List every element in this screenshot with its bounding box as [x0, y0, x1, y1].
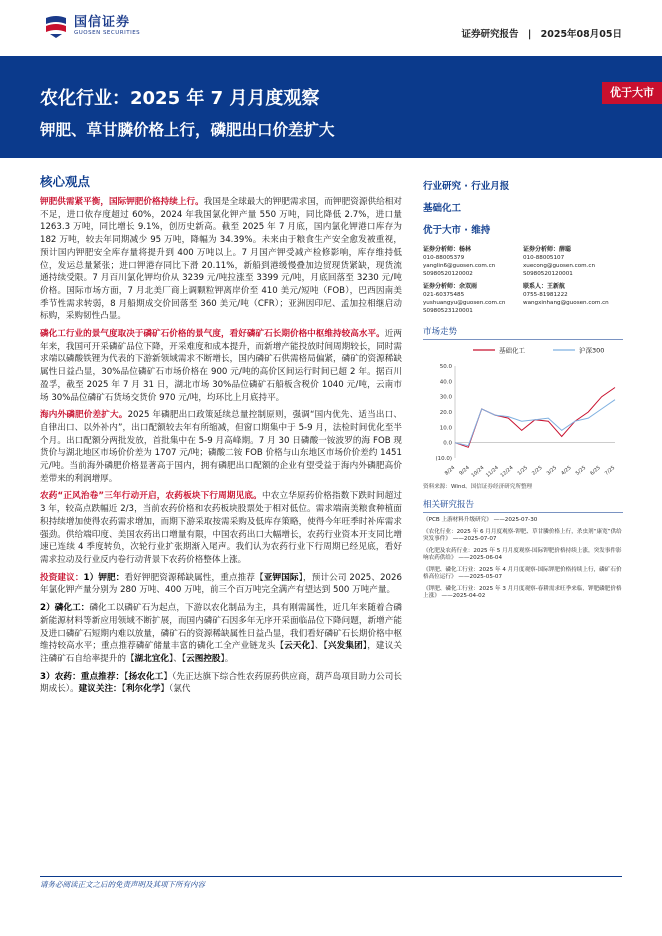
- paragraph-lead: 磷化工行业的景气度取决于磷矿石价格的景气度，看好磷矿石长期价格中枢维持较高水平。: [40, 329, 385, 340]
- report-type: 证券研究报告: [461, 29, 519, 40]
- analyst-email[interactable]: xuecong@guosen.com.cn: [523, 263, 596, 269]
- core-views-heading: 核心观点: [40, 174, 91, 189]
- sub-industry-label: 基础化工: [423, 203, 462, 214]
- industry-label: 行业研究 · 行业月报: [423, 181, 510, 192]
- legend-label: 基础化工: [499, 346, 525, 355]
- market-trend-chart: [423, 340, 623, 480]
- analyst-cert: S0980520120002: [423, 271, 473, 277]
- paragraph-body: 看好钾肥资源稀缺属性，重点推荐【: [124, 572, 264, 583]
- stock-name: 亚钾国际: [263, 572, 299, 583]
- stock-name: 云图控股: [186, 653, 221, 664]
- paragraph-investment-phosphate: [40, 602, 402, 666]
- paragraph-body: 】（氯代: [160, 684, 191, 695]
- x-tick-label: 1/25: [516, 464, 530, 477]
- report-meta: [461, 26, 622, 40]
- item-label: 3）农药：: [40, 671, 81, 682]
- related-report-link[interactable]: 《钾肥、磷化工行业：2025 年 3 月月度观察-春耕需求旺季来临，钾肥磷肥价格上涨》 ——2025-04-02: [423, 585, 622, 599]
- paragraph-body: 】，建议关注磷矿石自给率提升的【: [40, 641, 402, 664]
- related-report-link[interactable]: 《钾肥、磷化工行业：2025 年 4 月月度观察-国际钾肥价格持续上行，磷矿石价格高位运行》 ——2025-05-07: [423, 566, 622, 580]
- stock-name: 云天化: [284, 641, 311, 652]
- paragraph-body: 】（先正达旗下综合性农药原药供应商，葫芦岛项目助力公司长期成长）。: [40, 671, 402, 695]
- item-label: 建议关注：: [78, 684, 122, 695]
- stock-name: 兴发集团: [327, 641, 363, 652]
- meta-divider: |: [527, 29, 532, 40]
- paragraph-lead: 钾肥供需紧平衡，国际钾肥价格持续上行。: [40, 197, 204, 207]
- x-tick-label: 11/24: [485, 464, 500, 479]
- chart-legend: [473, 346, 604, 355]
- analyst-card: [523, 283, 623, 315]
- analyst-cert: S0980523120001: [423, 308, 473, 314]
- y-tick-label: 20.0: [439, 410, 452, 416]
- analyst-phone: 021-60375485: [423, 292, 465, 298]
- x-tick-label: 12/24: [499, 464, 515, 479]
- rating-label: 优于大市 · 维持: [423, 225, 491, 236]
- item-label: 2）磷化工：: [40, 603, 90, 614]
- stock-name: 扬农化工: [128, 671, 164, 682]
- analyst-email[interactable]: yushuangyu@guosen.com.cn: [423, 300, 506, 306]
- bracket: 【: [124, 671, 129, 682]
- y-tick-label: (10.0): [435, 456, 452, 462]
- x-tick-label: 10/24: [470, 464, 486, 479]
- main-content: [40, 172, 402, 701]
- related-report-link[interactable]: 《化肥及农药行业：2025 年 5 月月度观察-国际钾肥价格持续上涨，突发事件影响农药供给》 ——2025-06-04: [423, 547, 622, 561]
- analyst-phone: 0755-81981222: [523, 292, 568, 298]
- paragraph-body: 中农立华原药价格指数下跌时间超过 3 年，较高点跌幅近 2/3，当前农药价格和农药板块股票处于相对低位。需求端南美粮食种植面积持续增加使得农药需求增加，而期下游采取按需采购及低库存策略，使得今年旺季时补库需求强劲。供给端印度、美国农药出口增量有限，中国农药出口大幅增长，农药行业资本开支同比增速已连续 4 季度转负，次轮行业扩张期渐入尾声。我们认为农药行业下行周期已经见底，看好需求拉动及行业反内卷行动背景下农药价格整体上涨。: [40, 491, 402, 565]
- analyst-phone: 010-88005379: [423, 255, 465, 261]
- chart-source: 资料来源：Wind、国信证券经济研究所整理: [423, 484, 533, 490]
- item-label: 重点推荐：: [80, 671, 125, 682]
- y-tick-label: 10.0: [439, 425, 452, 432]
- paragraph-lead: 海内外磷肥价差扩大。: [40, 410, 128, 421]
- bracket: 】、【: [310, 641, 328, 652]
- chart-grid: [455, 366, 615, 458]
- logo-text-en: GUOSEN SECURITIES: [74, 29, 141, 36]
- analyst-card: [423, 246, 523, 278]
- analyst-name: 联系人：王新航: [523, 283, 566, 290]
- x-tick-label: 9/24: [458, 464, 471, 477]
- chart-svg: [423, 340, 623, 480]
- paragraph-lead: 农药“正风治卷”三年行动开启，农药板块下行周期见底。: [40, 491, 262, 502]
- x-tick-label: 7/25: [603, 464, 617, 477]
- report-date: 2025年08月05日: [540, 29, 622, 40]
- series-line: [455, 400, 615, 446]
- report-title: 农化行业：2025 年 7 月月度观察: [40, 88, 320, 109]
- paragraph-body: 磷化工以磷矿石为起点，下游以农化制品为主，具有刚需属性，近几年来随着合磷新能源材料等新应用领域不断扩展，而国内磷矿石因多年无序开采面临品位下降问题，新增产能及进口磷矿石短期内难以放量，磷矿石的资源稀缺属性日益凸显，我们看好磷矿石长期价格中枢维持较高水平；重点推荐磷矿储量丰富的磷化工全产业链龙头【: [40, 603, 402, 652]
- market-trend-heading: 市场走势: [423, 325, 623, 340]
- paragraph-investment-pesticide: [40, 671, 402, 696]
- chart-lines: [455, 387, 615, 447]
- paragraph-body: 2025 年磷肥出口政策延续总量控制原则，强调“国内优先、适当出口、自律出口、以外补内”，出口配额较去年有所缩减，但窗口期集中于 5-9 月，法检时间优化至半个月。出口配额分两批发放，首批集中在 5-9 月高峰期。7 月 30 日磷酸一铵波罗的海 FOB 现货价与湖北地区市场价价差为 1707 元/吨；磷酸二铵 FOB 价格与山东地区市场价价差约 1451 元/吨。当前海外磷肥价格显著高于国内，拥有磷肥出口配额的企业有望受益于海内外磷肥高价差带来的利润增厚。: [40, 410, 402, 484]
- y-tick-label: 0.0: [443, 440, 452, 447]
- report-subtitle: 钾肥、草甘膦价格上行，磷肥出口价差扩大: [40, 121, 335, 139]
- guosen-logo-icon: [44, 14, 68, 38]
- page-footer: [40, 876, 622, 890]
- analyst-card: [523, 246, 623, 278]
- y-axis-ticks: [435, 364, 452, 462]
- analyst-list: [423, 246, 623, 315]
- logo-text: 国信证券: [74, 14, 131, 30]
- x-tick-label: 4/25: [560, 464, 573, 477]
- related-report-link[interactable]: 《农化行业：2025 年 6 月月度观察-钾肥、草甘膦价格上行，杀虫剂“康宽”供给突发事件》 ——2025-07-07: [423, 528, 622, 542]
- related-report-link[interactable]: 《PCB 上游材料升级研究》 ——2025-07-30: [423, 517, 538, 523]
- analyst-cert: S0980520120001: [523, 271, 573, 277]
- x-tick-label: 6/25: [589, 464, 602, 477]
- related-reports-heading: 相关研究报告: [423, 498, 623, 513]
- analyst-email[interactable]: wangxinhang@guosen.com.cn: [523, 300, 609, 306]
- disclaimer-text: 请务必阅读正文之后的免责声明及其项下所有内容: [40, 880, 205, 889]
- guosen-logo: [44, 14, 140, 38]
- x-tick-label: 2/25: [531, 464, 544, 477]
- analyst-name: 证券分析师：余双雨: [423, 283, 478, 290]
- y-tick-label: 50.0: [439, 364, 452, 370]
- paragraph-phosphate: [40, 328, 402, 404]
- report-header: [0, 0, 662, 44]
- bracket: 】。: [220, 653, 234, 664]
- analyst-card: [423, 283, 523, 315]
- paragraph-phosphate-fertilizer: [40, 409, 402, 485]
- bracket: 【: [121, 684, 126, 695]
- x-tick-label: 5/25: [574, 464, 588, 477]
- related-reports-list: [423, 517, 623, 601]
- analyst-phone: 010-88005107: [523, 255, 565, 261]
- stock-name: 利尔化学: [125, 684, 161, 695]
- bracket: 】、【: [168, 653, 187, 664]
- paragraph-pesticide: [40, 490, 402, 566]
- paragraph-body: 近两年来，我国可开采磷矿品位下降，开采难度和成本提升，而新增产能投放时间周期较长，同时需求端以磷酸铁锂为代表的下游新领域需求不断增长，国内磷矿石供需格局偏紧，磷矿的资源稀缺属性日益凸显，30%品位磷矿石市场价格在 900 元/吨的高价区间运行时间已超 2 年。据百川盈孚，截至 2025 年 7 月 31 日，湖北市场 30%品位磷矿石船板含税价 1040 元/吨，云南市场 30%品位磷矿石货场交货价 970 元/吨，均环比上月底持平。: [40, 329, 402, 403]
- paragraph-body: 我国是全球最大的钾肥需求国，而钾肥资源供给相对不足，进口依存度超过 60%，2024 年我国氯化钾产量 550 万吨，同比降低 2.7%，进口量 1263.3 万吨，同比增长 9.1%，创历史新高。截至 2025 年 7 月底，国内氯化钾港口库存为 182 万吨，较去年同期减少 95 万吨，降幅为 34.39%。未来由于粮食生产安全愈发被重视，预计国内钾肥安全库存量将提升到 400 万吨以上。7 月国产钾受减产检修影响，库存维持低位，发运总量紧张；进口钾港存同比下滑 20.11%，新船到港缓慢叠加边贸现货紧缺，现货流通持续受限。7 月百川氯化钾均价从 3239 元/吨拉涨至 3399 元/吨，月底回落至 3230 元/吨价格。国际市场方面，7 月北美厂商上调颗粒钾离岸价至 410 美元/短吨（FOB），巴西因南美季节性需求转弱，8 月船期成交价回落至 360 美元/吨（CFR）；亚洲因印尼、孟加拉相继启动标购，采购韧性凸显。: [40, 197, 402, 322]
- y-tick-label: 40.0: [439, 379, 452, 386]
- rating-badge: 优于大市: [602, 82, 662, 104]
- x-tick-label: 3/25: [545, 464, 559, 477]
- item-label: 1）钾肥：: [83, 572, 125, 583]
- sidebar: [423, 178, 623, 601]
- paragraph-lead: 投资建议：: [40, 572, 84, 583]
- analyst-name: 证券分析师：薛聪: [523, 246, 572, 253]
- paragraph-potash: [40, 196, 402, 323]
- paragraph-investment-potash: [40, 572, 402, 597]
- paragraph-body: 】，预计公司 2025、2026 年氯化钾产量分别为 280 万吨、400 万吨，前三个百万吨完全满产有望达到 500 万吨产量。: [40, 572, 402, 596]
- x-axis-ticks: [444, 465, 616, 479]
- stock-name: 湖北宜化: [134, 653, 169, 664]
- x-tick-label: 8/24: [443, 464, 457, 477]
- legend-label: 沪深300: [579, 346, 605, 355]
- y-tick-label: 30.0: [439, 394, 452, 401]
- analyst-email[interactable]: yanglin6@guosen.com.cn: [423, 263, 496, 269]
- analyst-name: 证券分析师：杨林: [423, 246, 472, 253]
